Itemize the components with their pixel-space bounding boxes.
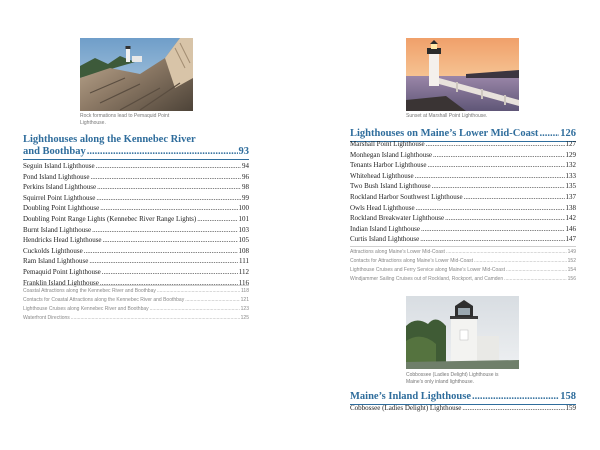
toc-entry[interactable]: Pond Island Lighthouse ..... 96 (23, 172, 249, 183)
sub-toc-entry[interactable]: Attractions along Maine’s Lower Mid-Coast ..... 149 (350, 248, 576, 257)
section-rule (23, 159, 249, 160)
section-divider (350, 246, 576, 247)
section-title-line2: and Boothbay (23, 146, 86, 157)
toc-entry[interactable]: Whitehead Lighthouse ..... 133 (350, 171, 576, 182)
toc-entry[interactable]: Rockland Harbor Southwest Lighthouse ..... 137 (350, 192, 576, 203)
cobbossee-lighthouse-photo (406, 296, 519, 369)
toc-entry[interactable]: Two Bush Island Lighthouse ..... 135 (350, 181, 576, 192)
section-title: Lighthouses on Maine’s Lower Mid-Coast (350, 128, 539, 139)
photo-caption: Cobbossee (Ladies Delight) Lighthouse is Maine’s only inland lighthouse. (406, 372, 499, 385)
sub-toc-entry[interactable]: Waterfront Directions ..... 125 (23, 314, 249, 323)
toc-entry[interactable]: Cobbossee (Ladies Delight) Lighthouse ..... 159 (350, 403, 576, 414)
toc-entry[interactable]: Perkins Island Lighthouse ..... 98 (23, 182, 249, 193)
toc-entry[interactable]: Pemaquid Point Lighthouse ..... 112 (23, 267, 249, 278)
sub-toc-entry[interactable]: Windjammer Sailing Cruises out of Rockland, Rockport, and Camden ..... 156 (350, 275, 576, 284)
toc-entry[interactable]: Doubling Point Lighthouse ..... 100 (23, 203, 249, 214)
section-heading-kennebec (23, 134, 249, 158)
toc-list-inland (350, 403, 576, 414)
section-page-number: 93 (238, 146, 249, 157)
toc-entry[interactable]: Squirrel Point Lighthouse ..... 99 (23, 193, 249, 204)
toc-entry[interactable]: Hendricks Head Lighthouse ..... 105 (23, 235, 249, 246)
toc-entry[interactable]: Burnt Island Lighthouse ..... 103 (23, 225, 249, 236)
section-heading-inland (350, 391, 576, 403)
toc-entry[interactable]: Indian Island Lighthouse ..... 146 (350, 224, 576, 235)
photo-caption: Rock formations lead to Pemaquid Point Lighthouse. (80, 113, 170, 126)
marshall-point-image (406, 38, 519, 111)
sub-toc-entry[interactable]: Contacts for Attractions along Maine’s Lower Mid-Coast ..... 152 (350, 257, 576, 266)
toc-list-kennebec (23, 161, 249, 288)
sub-toc-entry[interactable]: Contacts for Coastal Attractions along the Kennebec River and Boothbay ..... 121 (23, 296, 249, 305)
toc-entry[interactable]: Ram Island Lighthouse ..... 111 (23, 256, 249, 267)
sub-toc-entry[interactable]: Lighthouse Cruises along Kennebec River and Boothbay ..... 123 (23, 305, 249, 314)
cobbossee-image (406, 296, 519, 369)
section-page-number: 158 (560, 391, 576, 402)
right-page (300, 0, 600, 450)
sub-toc-entry[interactable]: Lighthouse Cruises and Ferry Service along Maine’s Lower Mid-Coast ..... 154 (350, 266, 576, 275)
toc-entry[interactable]: Doubling Point Range Lights (Kennebec River Range Lights) ..... 101 (23, 214, 249, 225)
pemaquid-rocks-photo (80, 38, 193, 111)
section-page-number: 126 (560, 128, 576, 139)
section-divider (23, 285, 249, 286)
toc-entry[interactable]: Curtis Island Lighthouse ..... 147 (350, 234, 576, 245)
section-title-line1: Lighthouses along the Kennebec River (23, 134, 196, 145)
section-title: Maine’s Inland Lighthouse (350, 391, 471, 402)
toc-entry[interactable]: Monhegan Island Lighthouse ..... 129 (350, 150, 576, 161)
sub-toc-list-kennebec (23, 287, 249, 323)
toc-entry[interactable]: Franklin Island Lighthouse ..... 116 (23, 278, 249, 289)
toc-entry[interactable]: Seguin Island Lighthouse ..... 94 (23, 161, 249, 172)
toc-list-lower-mid-coast (350, 139, 576, 245)
toc-entry[interactable]: Cuckolds Lighthouse ..... 108 (23, 246, 249, 257)
toc-entry[interactable]: Rockland Breakwater Lighthouse ..... 142 (350, 213, 576, 224)
toc-entry[interactable]: Tenants Harbor Lighthouse ..... 132 (350, 160, 576, 171)
toc-entry[interactable]: Owls Head Lighthouse ..... 138 (350, 203, 576, 214)
sub-toc-list-lower-mid-coast (350, 248, 576, 284)
sub-toc-entry[interactable]: Coastal Attractions along the Kennebec River and Boothbay ..... 118 (23, 287, 249, 296)
marshall-point-sunset-photo (406, 38, 519, 111)
photo-caption: Sunset at Marshall Point Lighthouse. (406, 113, 488, 119)
pemaquid-rocks-image (80, 38, 193, 111)
toc-entry[interactable]: Marshall Point Lighthouse ..... 127 (350, 139, 576, 150)
